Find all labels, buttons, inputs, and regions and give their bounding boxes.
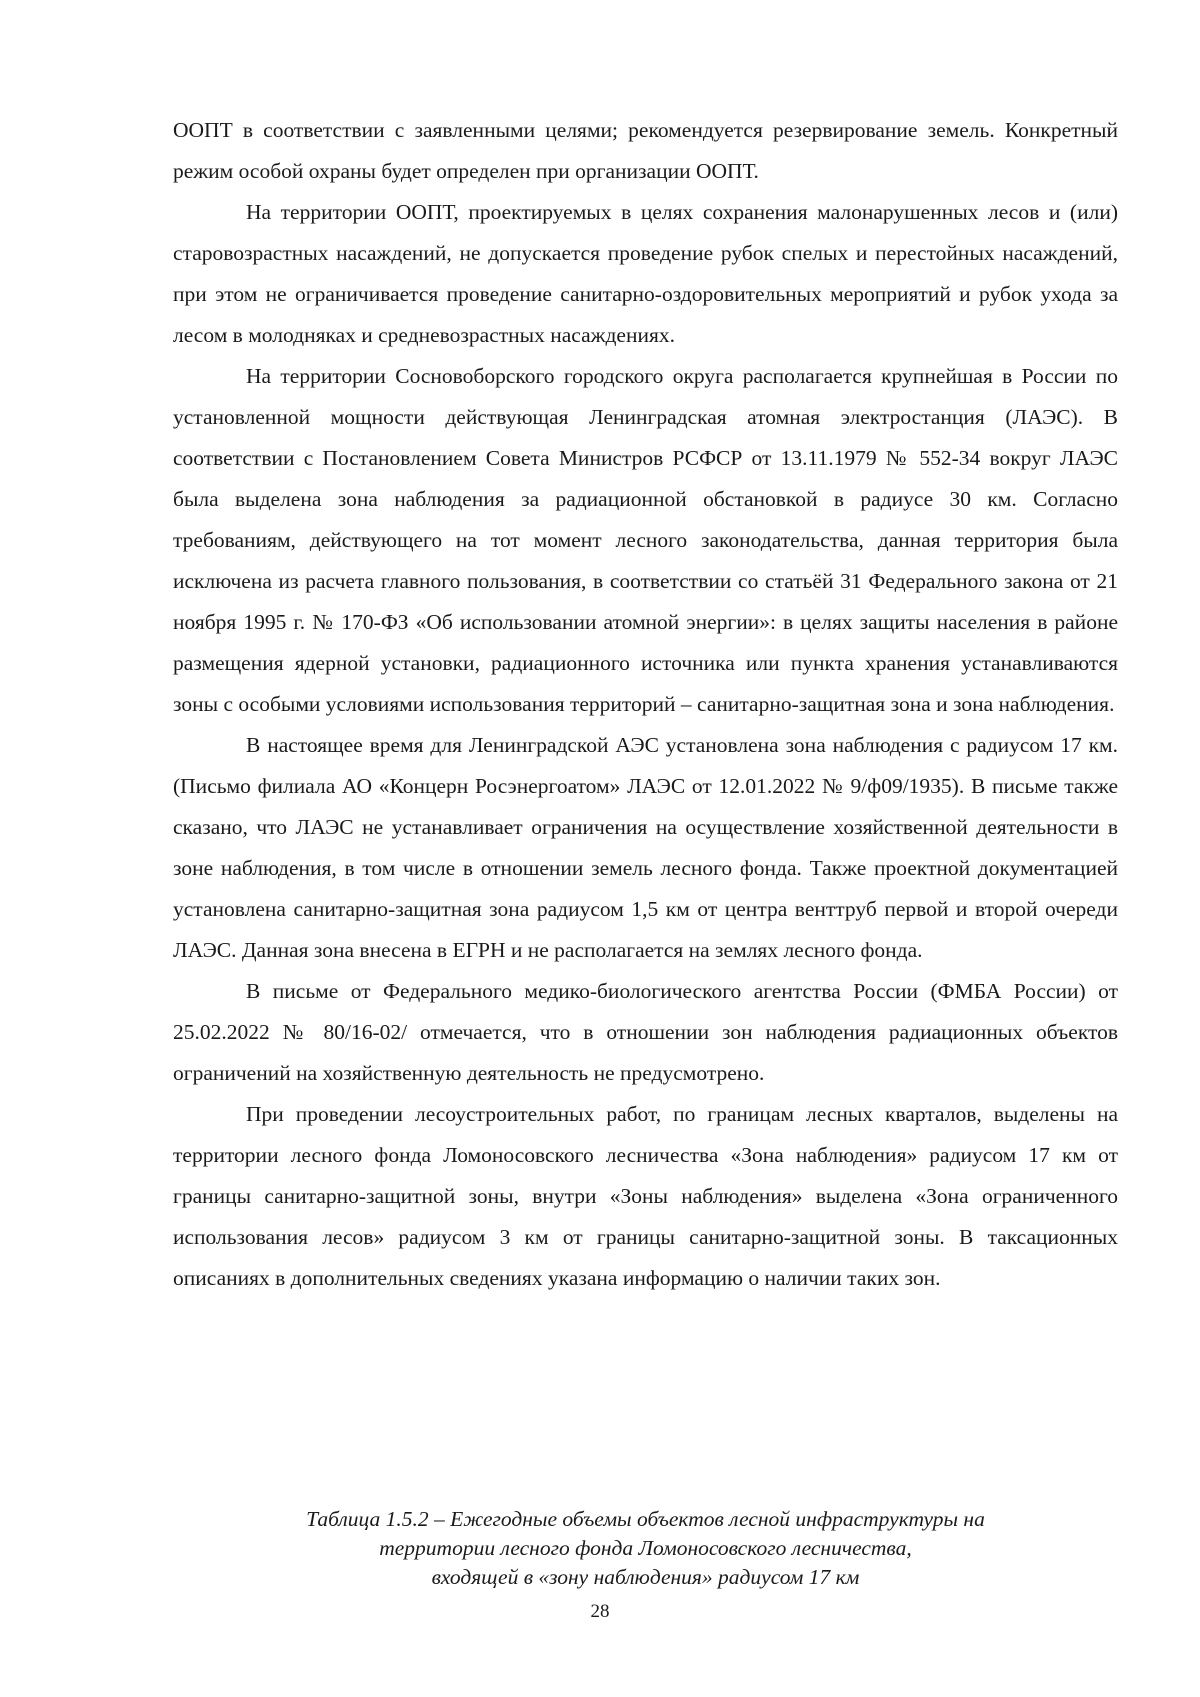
table-caption-line: территории лесного фонда Ломоносовского лесничества, bbox=[379, 1536, 912, 1560]
table-caption-line: Таблица 1.5.2 – Ежегодные объемы объектов лесной инфраструктуры на bbox=[306, 1507, 985, 1531]
table-caption-line: входящей в «зону наблюдения» радиусом 17 км bbox=[431, 1565, 860, 1589]
paragraph-laes-observation-zone: На территории Сосновоборского городского округа располагается крупнейшая в России по установленной мощности действующая Ленинградская атомная электростанция (ЛАЭС). В соответствии с Постановлением Совета Министров РСФСР от 13.11.1979 № 552-34 вокруг ЛАЭС была выделена зона наблюдения за радиационной обстановкой в радиусе 30 км. Согласно требованиям, действующего на тот момент лесного законодательства, данная территория была исключена из расчета главного пользования, в соответствии со статьёй 31 Федерального закона от 21 ноября 1995 г. № 170-ФЗ «Об использовании атомной энергии»: в целях защиты населения в районе размещения ядерной установки, радиационного источника или пункта хранения устанавливаются зоны с особыми условиями использования территорий – санитарно-защитная зона и зона наблюдения. bbox=[173, 364, 1118, 716]
paragraph-oopt-forest-cutting: На территории ООПТ, проектируемых в целях сохранения малонарушенных лесов и (или) старовозрастных насаждений, не допускается проведение рубок спелых и перестойных насаждений, при этом не ограничивается проведение санитарно-оздоровительных мероприятий и рубок ухода за лесом в молодняках и средневозрастных насаждениях. bbox=[173, 200, 1118, 347]
paragraph-fmba-letter: В письме от Федерального медико-биологического агентства России (ФМБА России) от 25.02.2022 № 80/16-02/ отмечается, что в отношении зон наблюдения радиационных объектов ограничений на хозяйственную деятельность не предусмотрено. bbox=[173, 979, 1118, 1085]
paragraph-laes-current-zone: В настоящее время для Ленинградской АЭС установлена зона наблюдения с радиусом 17 км. (Письмо филиала АО «Концерн Росэнергоатом» ЛАЭС от 12.01.2022 № 9/ф09/1935). В письме также сказано, что ЛАЭС не устанавливает ограничения на осуществление хозяйственной деятельности в зоне наблюдения, в том числе в отношении земель лесного фонда. Также проектной документацией установлена санитарно-защитная зона радиусом 1,5 км от центра венттруб первой и второй очереди ЛАЭС. Данная зона внесена в ЕГРН и не располагается на землях лесного фонда. bbox=[173, 733, 1118, 962]
paragraph-oopt-continuation: ООПТ в соответствии с заявленными целями; рекомендуется резервирование земель. Конкретный режим особой охраны будет определен при организации ООПТ. bbox=[173, 118, 1118, 183]
document-body bbox=[173, 110, 1118, 1299]
table-caption bbox=[173, 1505, 1118, 1592]
page-number: 28 bbox=[590, 1601, 610, 1622]
paragraph-forest-survey-zones: При проведении лесоустроительных работ, по границам лесных кварталов, выделены на территории лесного фонда Ломоносовского лесничества «Зона наблюдения» радиусом 17 км от границы санитарно-защитной зоны, внутри «Зоны наблюдения» выделена «Зона ограниченного использования лесов» радиусом 3 км от границы санитарно-защитной зоны. В таксационных описаниях в дополнительных сведениях указана информацию о наличии таких зон. bbox=[173, 1102, 1118, 1290]
